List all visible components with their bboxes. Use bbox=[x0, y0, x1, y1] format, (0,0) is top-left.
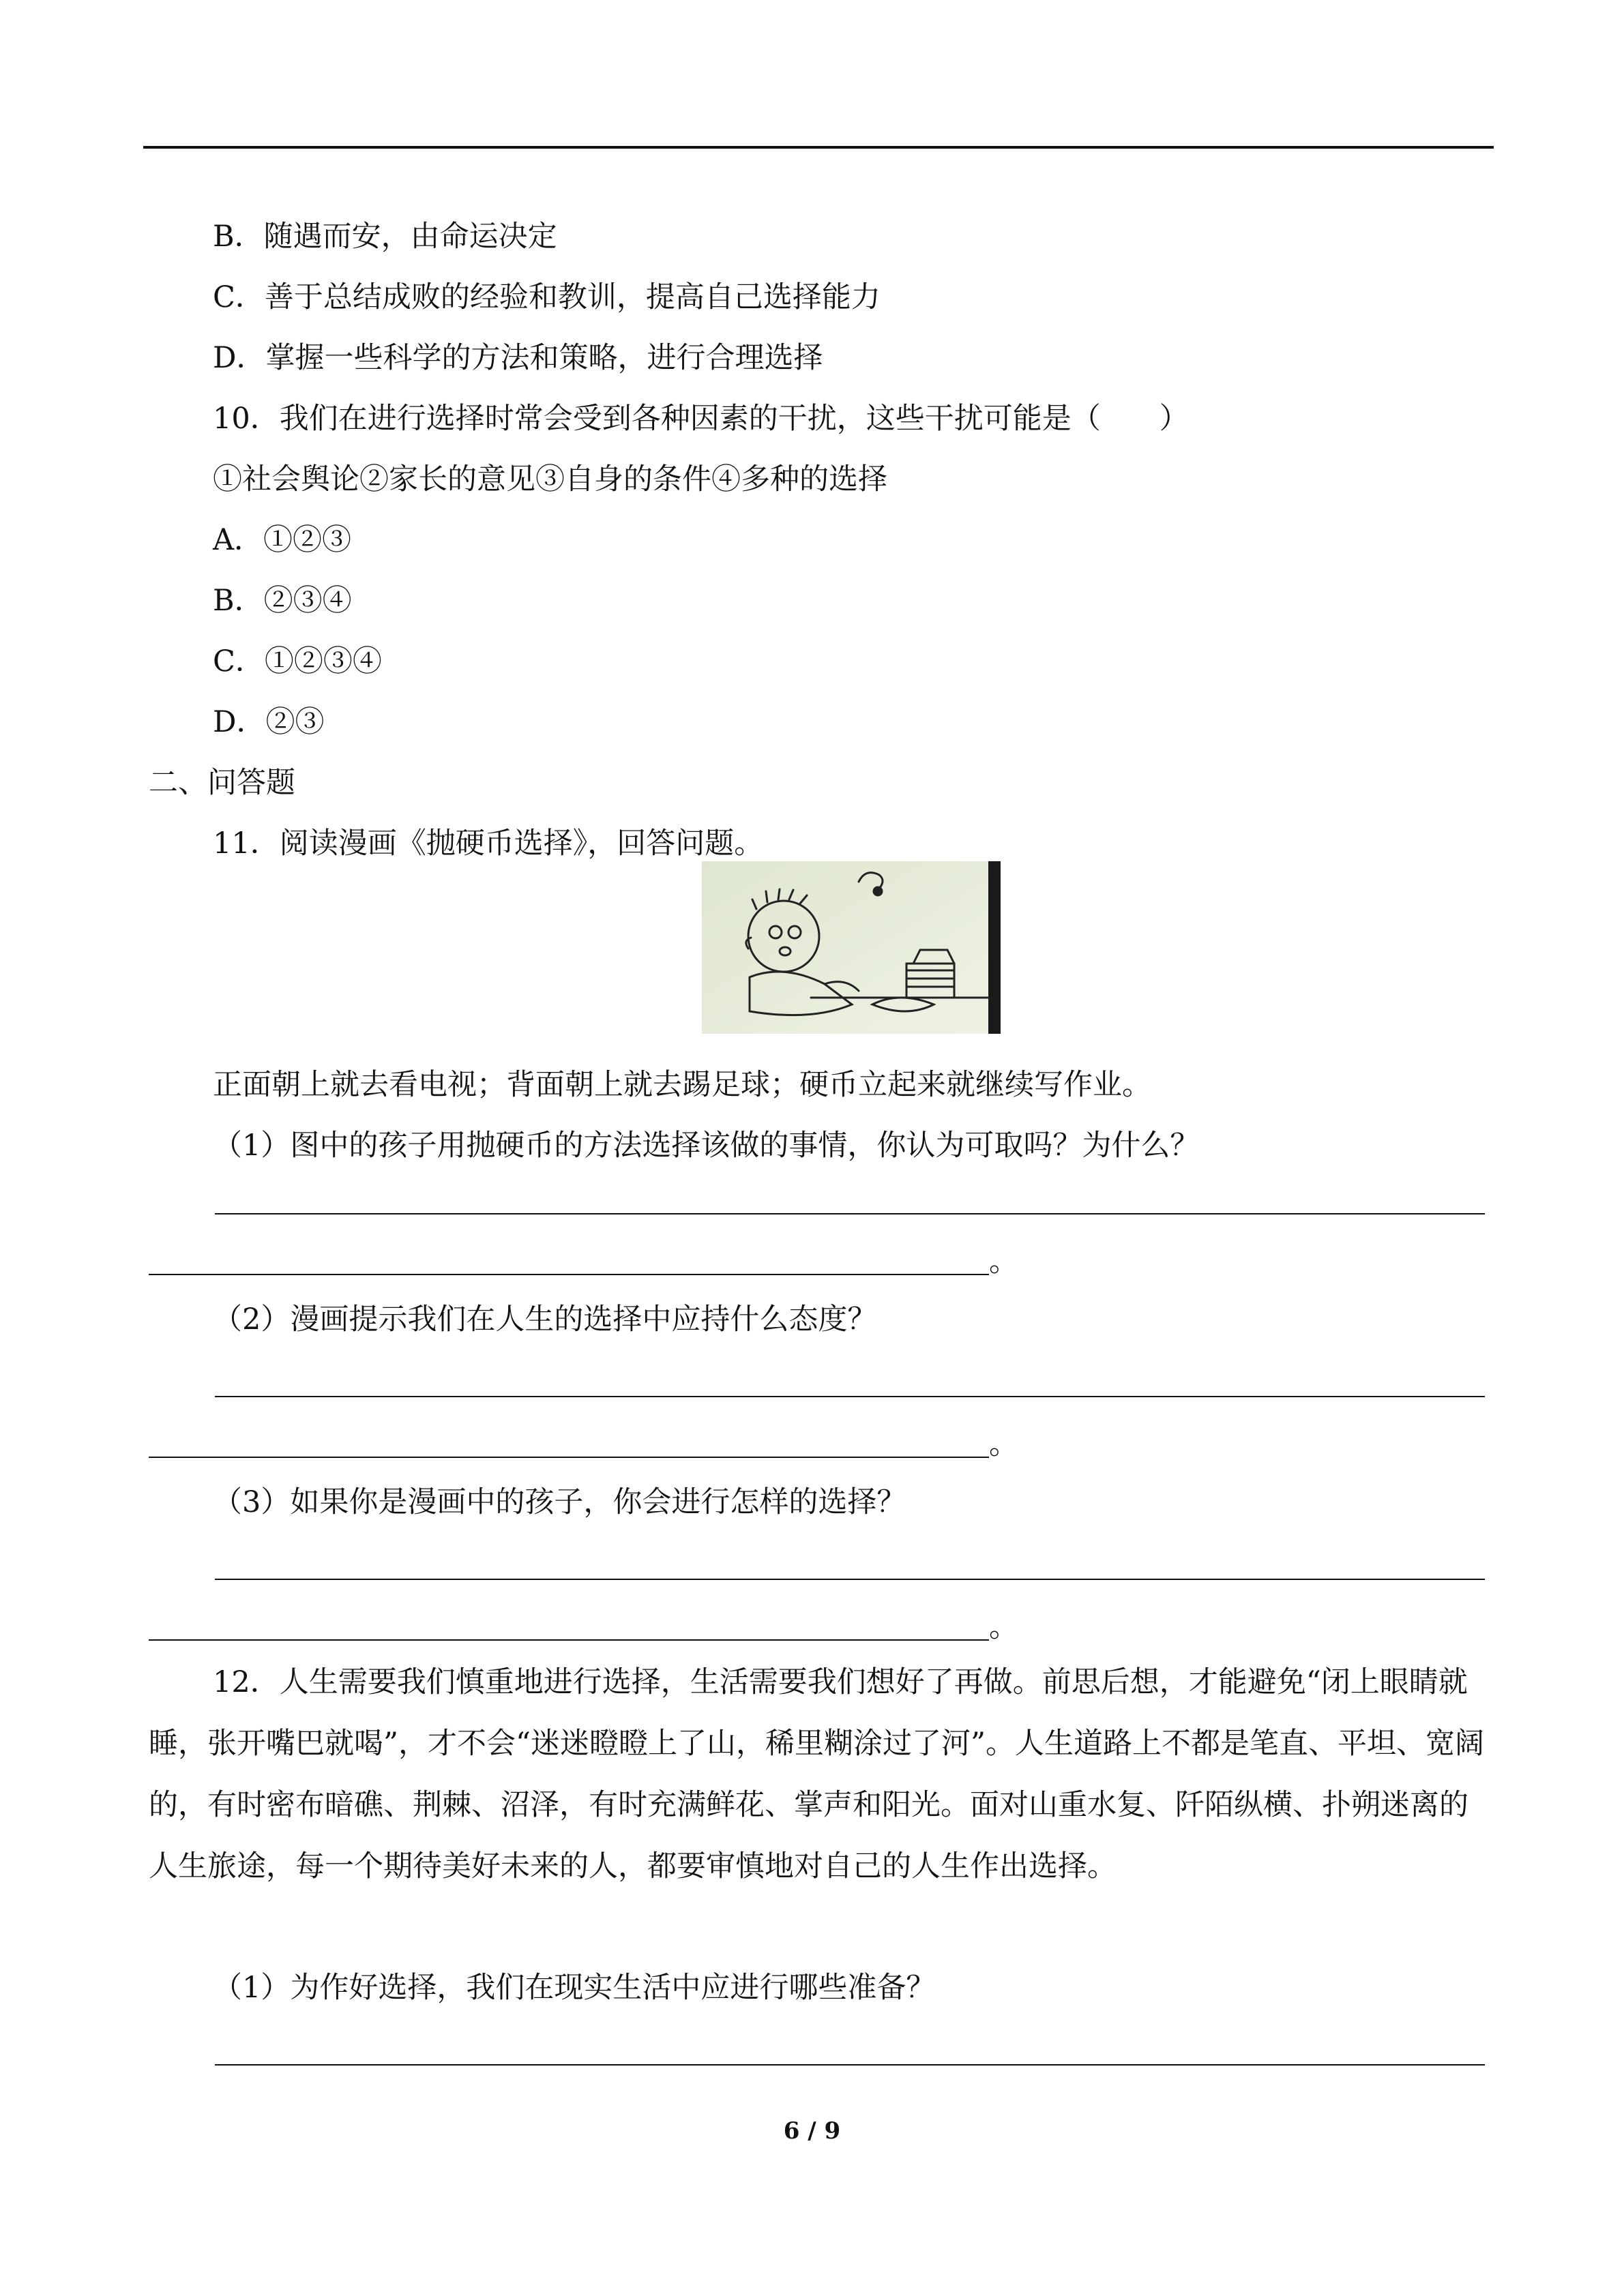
section-heading: 二、问答题 bbox=[149, 766, 295, 800]
q11-sub3: （3）如果你是漫画中的孩子，你会进行怎样的选择？ bbox=[213, 1485, 906, 1519]
header-rule bbox=[143, 146, 1494, 149]
q9-option-c: C．善于总结成败的经验和教训，提高自己选择能力 bbox=[213, 280, 881, 314]
answer-line[interactable] bbox=[149, 1457, 989, 1458]
q10-option-a: A．①②③ bbox=[213, 523, 352, 557]
end-period: 。 bbox=[989, 1244, 1018, 1279]
end-period: 。 bbox=[989, 1610, 1018, 1644]
end-period: 。 bbox=[989, 1427, 1018, 1461]
q11-sub1: （1）图中的孩子用抛硬币的方法选择该做的事情，你认为可取吗？为什么？ bbox=[213, 1129, 1200, 1163]
coin-toss-cartoon-image bbox=[702, 861, 1001, 1034]
answer-line[interactable] bbox=[149, 1639, 989, 1641]
q11-caption: 正面朝上就去看电视；背面朝上就去踢足球；硬币立起来就继续写作业。 bbox=[213, 1068, 1151, 1102]
q10-stem: 10．我们在进行选择时常会受到各种因素的干扰，这些干扰可能是（ ） bbox=[213, 402, 1189, 436]
answer-line[interactable] bbox=[215, 2064, 1485, 2066]
answer-line[interactable] bbox=[215, 1213, 1485, 1214]
q11-stem: 11．阅读漫画《抛硬币选择》，回答问题。 bbox=[213, 826, 764, 861]
q12-sub1: （1）为作好选择，我们在现实生活中应进行哪些准备？ bbox=[213, 1971, 936, 2005]
q11-sub2: （2）漫画提示我们在人生的选择中应持什么态度？ bbox=[213, 1302, 877, 1337]
q9-option-b: B．随遇而安，由命运决定 bbox=[213, 220, 557, 254]
answer-line[interactable] bbox=[149, 1274, 989, 1275]
page-number: 6 / 9 bbox=[783, 2117, 841, 2145]
q12-paragraph: 12．人生需要我们慎重地进行选择，生活需要我们想好了再做。前思后想，才能避免“闭上眼睛就睡，张开嘴巴就喝”，才不会“迷迷瞪瞪上了山，稀里糊涂过了河”。人生道路上不都是笔直、平坦、宽阔的，有时密布暗礁、荆棘、沼泽，有时充满鲜花、掌声和阳光。面对山重水复、阡陌纵横、扑朔迷离的人生旅途，每一个期待美好未来的人，都要审慎地对自己的人生作出选择。 bbox=[149, 1665, 1484, 1883]
q10-option-c: C．①②③④ bbox=[213, 644, 382, 679]
q10-items: ①社会舆论②家长的意见③自身的条件④多种的选择 bbox=[213, 462, 887, 496]
q9-option-d: D．掌握一些科学的方法和策略，进行合理选择 bbox=[213, 341, 823, 375]
answer-line[interactable] bbox=[215, 1579, 1485, 1580]
answer-line[interactable] bbox=[215, 1396, 1485, 1397]
q10-option-b: B．②③④ bbox=[213, 584, 352, 618]
q10-option-d: D．②③ bbox=[213, 705, 325, 739]
